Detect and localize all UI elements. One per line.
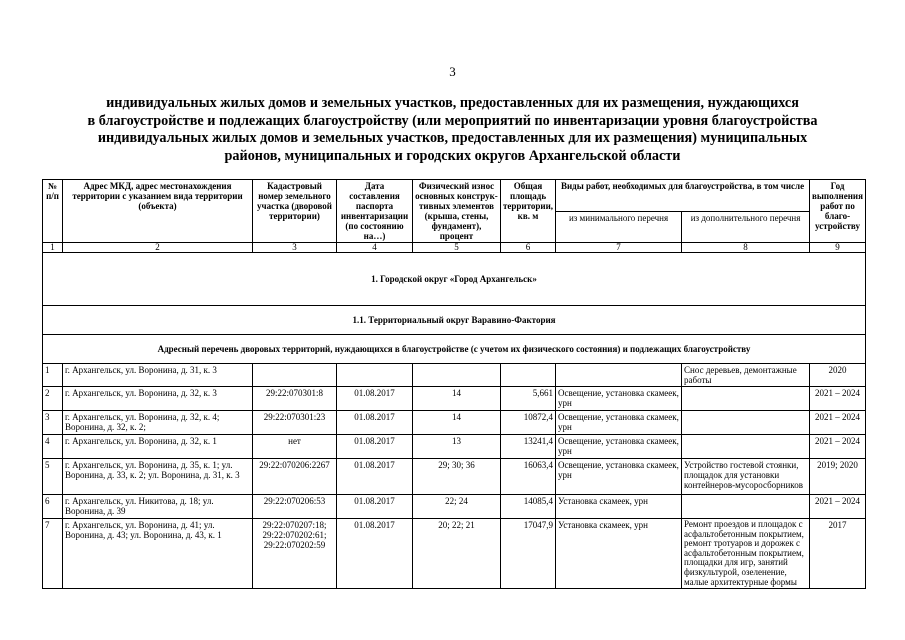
- cell-add-works: [682, 495, 810, 519]
- cell-add-works: Ремонт проездов и площадок с асфальтобетонным покрытием, ремонт тротуаров и дорожек с асфальтобетонным покрытием, площадки для игр, занятий физкультурой, озеленение, малые архитектурные формы: [682, 519, 810, 589]
- cell-cadastral: 29:22:070301:8: [253, 387, 337, 411]
- cell-area: 16063,4: [501, 459, 556, 495]
- header-year: Год выполнения работ по благо-устройству: [810, 180, 866, 243]
- cell-number: 5: [43, 459, 63, 495]
- cell-date: 01.08.2017: [337, 495, 413, 519]
- column-number: 9: [810, 243, 866, 253]
- page-number: 3: [449, 64, 456, 79]
- cell-min-works: Установка скамеек, урн: [556, 519, 682, 589]
- title-line: в благоустройстве и подлежащих благоустройству (или мероприятий по инвентаризации уровня благоустройства: [87, 112, 818, 129]
- cell-year: 2021 – 2024: [810, 387, 866, 411]
- cell-min-works: Освещение, установка скамеек, урн: [556, 435, 682, 459]
- cell-cadastral: 29:22:070301:23: [253, 411, 337, 435]
- cell-cadastral: 29:22:070206:53: [253, 495, 337, 519]
- cell-area: [501, 364, 556, 387]
- cell-number: 7: [43, 519, 63, 589]
- cell-wear: [413, 364, 501, 387]
- cell-cadastral: [253, 364, 337, 387]
- column-number: 4: [337, 243, 413, 253]
- cell-min-works: Освещение, установка скамеек, урн: [556, 459, 682, 495]
- section-heading-district: 1. Городской округ «Город Архангельск»: [43, 253, 866, 306]
- cell-cadastral: 29:22:070207:18; 29:22:070202:61; 29:22:070202:59: [253, 519, 337, 589]
- cell-add-works: [682, 387, 810, 411]
- cell-year: 2021 – 2024: [810, 495, 866, 519]
- cell-year: 2020: [810, 364, 866, 387]
- cell-cadastral: 29:22:070206:2267: [253, 459, 337, 495]
- header-add-list: из дополнительного перечня: [682, 211, 810, 243]
- cell-date: 01.08.2017: [337, 387, 413, 411]
- cell-add-works: [682, 411, 810, 435]
- column-number: 5: [413, 243, 501, 253]
- cell-address: г. Архангельск, ул. Воронина, д. 35, к. 1; ул. Воронина, д. 33, к. 2; ул. Воронина, д. 31, к. 3: [63, 459, 253, 495]
- cell-wear: 29; 30; 36: [413, 459, 501, 495]
- cell-wear: 13: [413, 435, 501, 459]
- title-line: индивидуальных жилых домов и земельных участков, предоставленных для их размещения) муниципальных: [97, 130, 808, 146]
- column-number: 7: [556, 243, 682, 253]
- document-title: [60, 95, 845, 165]
- cell-area: 5,661: [501, 387, 556, 411]
- table-row: [43, 411, 866, 435]
- cell-area: 14085,4: [501, 495, 556, 519]
- section-heading-territory: 1.1. Территориальный округ Варавино-Фактория: [43, 306, 866, 335]
- column-number: 8: [682, 243, 810, 253]
- column-number: 6: [501, 243, 556, 253]
- section-heading-address-list: Адресный перечень дворовых территорий, нуждающихся в благоустройстве (с учетом их физического состояния) и подлежащих благоустройству: [43, 335, 866, 364]
- cell-number: 1: [43, 364, 63, 387]
- table-row: [43, 519, 866, 589]
- cell-min-works: Установка скамеек, урн: [556, 495, 682, 519]
- cell-address: г. Архангельск, ул. Воронина, д. 41; ул. Воронина, д. 43; ул. Воронина, д. 43, к. 1: [63, 519, 253, 589]
- header-works: Виды работ, необходимых для благоустройства, в том числе: [556, 180, 810, 212]
- cell-add-works: [682, 435, 810, 459]
- column-number: 3: [253, 243, 337, 253]
- cell-min-works: [556, 364, 682, 387]
- cell-year: 2021 – 2024: [810, 411, 866, 435]
- cell-year: 2019; 2020: [810, 459, 866, 495]
- title-line: индивидуальных жилых домов и земельных участков, предоставленных для их размещения, нуждающихся: [106, 95, 799, 111]
- cell-wear: 20; 22; 21: [413, 519, 501, 589]
- header-wear: Физический износ основных конструк-тивных элементов (крыша, стены, фундамент), процент: [413, 180, 501, 243]
- header-address: Адрес МКД, адрес местонахождения территории с указанием вида территории (объекта): [63, 180, 253, 243]
- table-row: [43, 387, 866, 411]
- cell-date: 01.08.2017: [337, 519, 413, 589]
- table-row: [43, 435, 866, 459]
- cell-date: 01.08.2017: [337, 411, 413, 435]
- table-row: [43, 495, 866, 519]
- header-cadastral: Кадастровый номер земельного участка (дворовой территории): [253, 180, 337, 243]
- cell-date: [337, 364, 413, 387]
- column-number: 2: [63, 243, 253, 253]
- cell-min-works: Освещение, установка скамеек, урн: [556, 387, 682, 411]
- cell-address: г. Архангельск, ул. Воронина, д. 32, к. 3: [63, 387, 253, 411]
- cell-wear: 22; 24: [413, 495, 501, 519]
- cell-address: г. Архангельск, ул. Воронина, д. 32, к. 1: [63, 435, 253, 459]
- cell-number: 3: [43, 411, 63, 435]
- cell-date: 01.08.2017: [337, 459, 413, 495]
- table-row: [43, 364, 866, 387]
- cell-cadastral: нет: [253, 435, 337, 459]
- cell-address: г. Архангельск, ул. Никитова, д. 18; ул. Воронина, д. 39: [63, 495, 253, 519]
- cell-date: 01.08.2017: [337, 435, 413, 459]
- cell-add-works: Снос деревьев, демонтажные работы: [682, 364, 810, 387]
- cell-wear: 14: [413, 411, 501, 435]
- table-row: [43, 459, 866, 495]
- cell-area: 13241,4: [501, 435, 556, 459]
- cell-address: г. Архангельск, ул. Воронина, д. 31, к. 3: [63, 364, 253, 387]
- improvement-table: [42, 179, 866, 589]
- cell-add-works: Устройство гостевой стоянки, площадок для установки контейнеров-мусоросборников: [682, 459, 810, 495]
- cell-year: 2017: [810, 519, 866, 589]
- cell-number: 2: [43, 387, 63, 411]
- cell-area: 17047,9: [501, 519, 556, 589]
- header-date: Дата составления паспорта инвентаризации (по состоянию на…): [337, 180, 413, 243]
- cell-year: 2021 – 2024: [810, 435, 866, 459]
- cell-min-works: Освещение, установка скамеек, урн: [556, 411, 682, 435]
- header-min-list: из минимального перечня: [556, 211, 682, 243]
- table-header: [43, 180, 866, 253]
- cell-wear: 14: [413, 387, 501, 411]
- header-number: № п/п: [43, 180, 63, 243]
- cell-address: г. Архангельск, ул. Воронина, д. 32, к. 4; Воронина, д. 32, к. 2;: [63, 411, 253, 435]
- cell-number: 6: [43, 495, 63, 519]
- cell-number: 4: [43, 435, 63, 459]
- title-line: районов, муниципальных и городских округов Архангельской области: [224, 147, 681, 164]
- column-number: 1: [43, 243, 63, 253]
- cell-area: 10872,4: [501, 411, 556, 435]
- header-area: Общая площадь территории, кв. м: [501, 180, 556, 243]
